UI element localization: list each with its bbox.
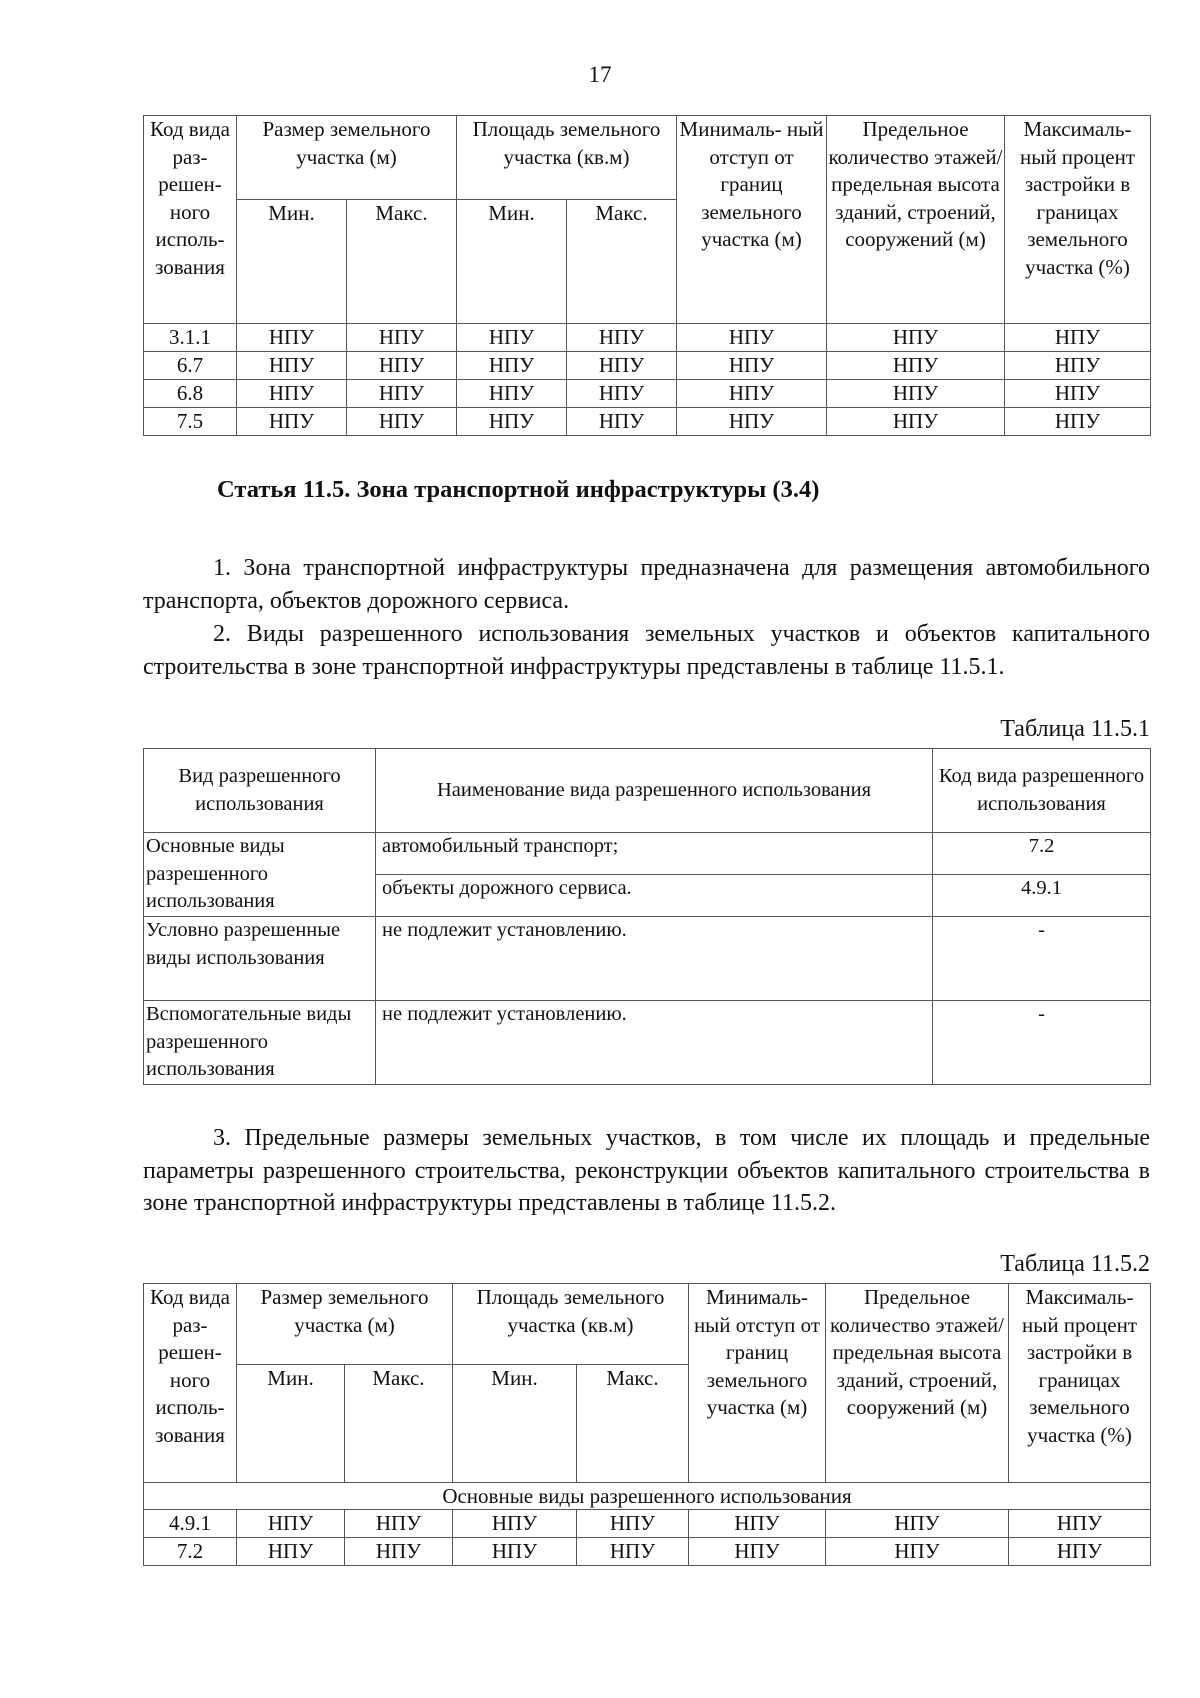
cell: НПУ xyxy=(567,408,677,436)
header-area-min: Мин. xyxy=(457,200,567,324)
header-area-max: Макс. xyxy=(567,200,677,324)
cell: 6.7 xyxy=(144,352,237,380)
use-code: 7.2 xyxy=(933,833,1151,875)
cell: НПУ xyxy=(689,1510,826,1538)
header-code: Код вида раз- решен- ного исполь- зования xyxy=(144,1284,237,1483)
group-conditional: Условно разрешенные виды использования xyxy=(144,917,376,1001)
header-code: Код вида разрешенного использования xyxy=(933,749,1151,833)
cell: НПУ xyxy=(457,324,567,352)
cell: НПУ xyxy=(677,408,827,436)
cell: НПУ xyxy=(347,408,457,436)
cell: НПУ xyxy=(677,380,827,408)
group-auxiliary: Вспомогательные виды разрешенного использования xyxy=(144,1001,376,1085)
page-number: 17 xyxy=(588,62,612,87)
cell: НПУ xyxy=(237,1510,345,1538)
use-code: - xyxy=(933,917,1151,1001)
cell: НПУ xyxy=(457,352,567,380)
cell: НПУ xyxy=(1005,324,1151,352)
cell: НПУ xyxy=(827,408,1005,436)
cell: НПУ xyxy=(237,324,347,352)
cell: НПУ xyxy=(347,352,457,380)
cell: 7.5 xyxy=(144,408,237,436)
paragraph-3 xyxy=(143,1122,1150,1220)
header-code: Код вида раз- решен- ного исполь- зования xyxy=(144,116,237,324)
table-row xyxy=(144,1001,1151,1085)
paragraph-2 xyxy=(143,618,1150,683)
cell: 6.8 xyxy=(144,380,237,408)
limits-table-previous xyxy=(143,115,1151,436)
cell: НПУ xyxy=(1009,1510,1151,1538)
header-area-max: Макс. xyxy=(577,1365,689,1483)
table-row xyxy=(144,1538,1151,1566)
header-size: Размер земельного участка (м) xyxy=(237,116,457,200)
cell: НПУ xyxy=(577,1510,689,1538)
cell: НПУ xyxy=(453,1538,577,1566)
paragraph-1-text: 1. Зона транспортной инфраструктуры предназначена для размещения автомобильного транспорта, объектов дорожного сервиса. xyxy=(143,555,1150,614)
header-floors: Предельное количество этажей/ предельная высота зданий, строений, сооружений (м) xyxy=(826,1284,1009,1483)
cell: НПУ xyxy=(689,1538,826,1566)
table-row xyxy=(144,1510,1151,1538)
header-kind: Вид разрешенного использования xyxy=(144,749,376,833)
cell: НПУ xyxy=(345,1510,453,1538)
cell: НПУ xyxy=(347,380,457,408)
cell: НПУ xyxy=(827,324,1005,352)
cell: НПУ xyxy=(827,352,1005,380)
header-size-max: Макс. xyxy=(347,200,457,324)
table-caption-2: Таблица 11.5.2 xyxy=(1000,1251,1150,1277)
section-title: Основные виды разрешенного использования xyxy=(144,1483,1151,1510)
paragraph-1 xyxy=(143,552,1150,617)
table-caption-1: Таблица 11.5.1 xyxy=(1000,716,1150,742)
cell: 7.2 xyxy=(144,1538,237,1566)
table-row xyxy=(144,352,1151,380)
cell: 4.9.1 xyxy=(144,1510,237,1538)
header-size: Размер земельного участка (м) xyxy=(237,1284,453,1365)
article-heading: Статья 11.5. Зона транспортной инфраструктуры (3.4) xyxy=(217,476,820,503)
table-row xyxy=(144,917,1151,1001)
use-name: объекты дорожного сервиса. xyxy=(376,875,933,917)
table-row xyxy=(144,324,1151,352)
use-code: - xyxy=(933,1001,1151,1085)
cell: НПУ xyxy=(1005,380,1151,408)
limits-table-1152 xyxy=(143,1283,1151,1566)
header-floors: Предельное количество этажей/ предельная высота зданий, строений, сооружений (м) xyxy=(827,116,1005,324)
cell: НПУ xyxy=(237,1538,345,1566)
cell: НПУ xyxy=(237,352,347,380)
cell: НПУ xyxy=(1009,1538,1151,1566)
cell: НПУ xyxy=(677,352,827,380)
header-percent: Максималь- ный процент застройки в границах земельного участка (%) xyxy=(1009,1284,1151,1483)
cell: НПУ xyxy=(237,380,347,408)
header-name: Наименование вида разрешенного использования xyxy=(376,749,933,833)
cell: НПУ xyxy=(347,324,457,352)
cell: НПУ xyxy=(1005,352,1151,380)
header-size-min: Мин. xyxy=(237,1365,345,1483)
use-name: автомобильный транспорт; xyxy=(376,833,933,875)
header-size-min: Мин. xyxy=(237,200,347,324)
cell: НПУ xyxy=(457,380,567,408)
header-indent: Минималь- ный отступ от границ земельного участка (м) xyxy=(677,116,827,324)
use-name: не подлежит установлению. xyxy=(376,1001,933,1085)
cell: НПУ xyxy=(1005,408,1151,436)
cell: НПУ xyxy=(453,1510,577,1538)
header-indent: Минималь- ный отступ от границ земельного участка (м) xyxy=(689,1284,826,1483)
table-row xyxy=(144,380,1151,408)
section-row xyxy=(144,1483,1151,1510)
cell: НПУ xyxy=(567,324,677,352)
use-code: 4.9.1 xyxy=(933,875,1151,917)
group-main: Основные виды разрешенного использования xyxy=(144,833,376,917)
paragraph-3-text: 3. Предельные размеры земельных участков, в том числе их площадь и предельные параметры разрешенного строительства, реконструкции объектов капитального строительства в зоне транспортной инфраструктуры представлены в таблице 11.5.2. xyxy=(143,1125,1150,1216)
cell: НПУ xyxy=(237,408,347,436)
header-area: Площадь земельного участка (кв.м) xyxy=(453,1284,689,1365)
cell: 3.1.1 xyxy=(144,324,237,352)
header-area: Площадь земельного участка (кв.м) xyxy=(457,116,677,200)
cell: НПУ xyxy=(345,1538,453,1566)
cell: НПУ xyxy=(677,324,827,352)
cell: НПУ xyxy=(457,408,567,436)
cell: НПУ xyxy=(567,380,677,408)
cell: НПУ xyxy=(577,1538,689,1566)
table-row xyxy=(144,408,1151,436)
cell: НПУ xyxy=(826,1510,1009,1538)
paragraph-2-text: 2. Виды разрешенного использования земельных участков и объектов капитального строительства в зоне транспортной инфраструктуры представлены в таблице 11.5.1. xyxy=(143,621,1150,680)
header-percent: Максималь- ный процент застройки в границах земельного участка (%) xyxy=(1005,116,1151,324)
use-name: не подлежит установлению. xyxy=(376,917,933,1001)
header-size-max: Макс. xyxy=(345,1365,453,1483)
cell: НПУ xyxy=(827,380,1005,408)
cell: НПУ xyxy=(567,352,677,380)
header-area-min: Мин. xyxy=(453,1365,577,1483)
cell: НПУ xyxy=(826,1538,1009,1566)
permitted-use-table xyxy=(143,748,1151,1085)
table-row xyxy=(144,833,1151,875)
